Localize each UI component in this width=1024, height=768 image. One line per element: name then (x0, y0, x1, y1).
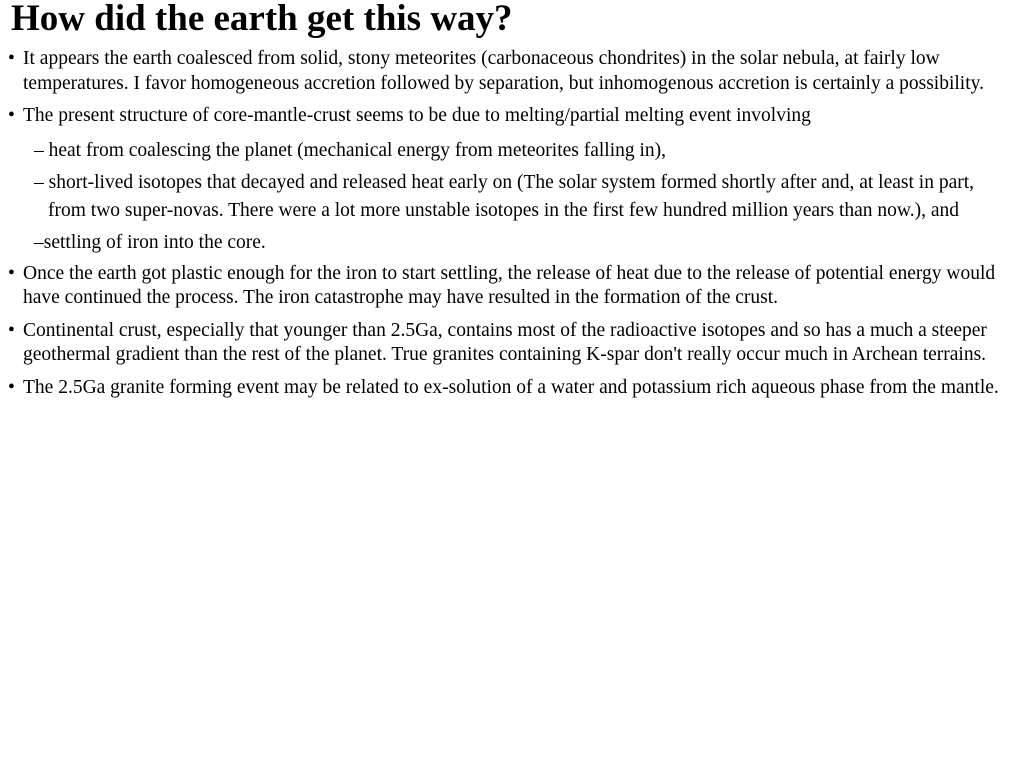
slide-title: How did the earth get this way? (11, 0, 513, 39)
bullet-item (8, 262, 1016, 311)
sub-item: – heat from coalescing the planet (mechanical energy from meteorites falling in), (34, 139, 667, 161)
sub-item: –settling of iron into the core. (34, 232, 266, 253)
bullet-text: Continental crust, especially that younger than 2.5Ga, contains most of the radioactive isotopes and so has a much a steeper geothermal gradient than the rest of the planet. True granites containing K-spar don't really occur much in Archean terrains. (23, 319, 987, 365)
bullet-text: Once the earth got plastic enough for the iron to start settling, the release of heat due to the release of potential energy would have continued the process. The iron catastrophe may have resulted in the formation of the crust. (23, 262, 996, 308)
bullet-icon: • (8, 105, 15, 126)
bullet-item (8, 376, 1016, 401)
bullet-text: It appears the earth coalesced from solid, stony meteorites (carbonaceous chondrites) in the solar nebula, at fairly low temperatures. I favor homogeneous accretion followed by separation, but inhomogenous accretion is certainly a possibility. (23, 48, 984, 94)
bullet-item (8, 47, 1016, 96)
bullet-item (8, 319, 1016, 368)
bullet-item (8, 104, 1016, 129)
bullet-text: The 2.5Ga granite forming event may be related to ex-solution of a water and potassium rich aqueous phase from the mantle. (23, 376, 999, 398)
bullet-icon: • (8, 48, 15, 69)
slide-content (8, 47, 1016, 408)
bullet-icon: • (8, 262, 15, 284)
sub-item: – short-lived isotopes that decayed and released heat early on (The solar system formed shortly after and, at least in part, from two super-novas. There were a lot more unstable isotopes in the first few hundred million years than now.), and (34, 172, 975, 221)
bullet-icon: • (8, 376, 15, 398)
bullet-text: The present structure of core-mantle-crust seems to be due to melting/partial melting event involving (23, 105, 811, 126)
bullet-icon: • (8, 319, 15, 341)
